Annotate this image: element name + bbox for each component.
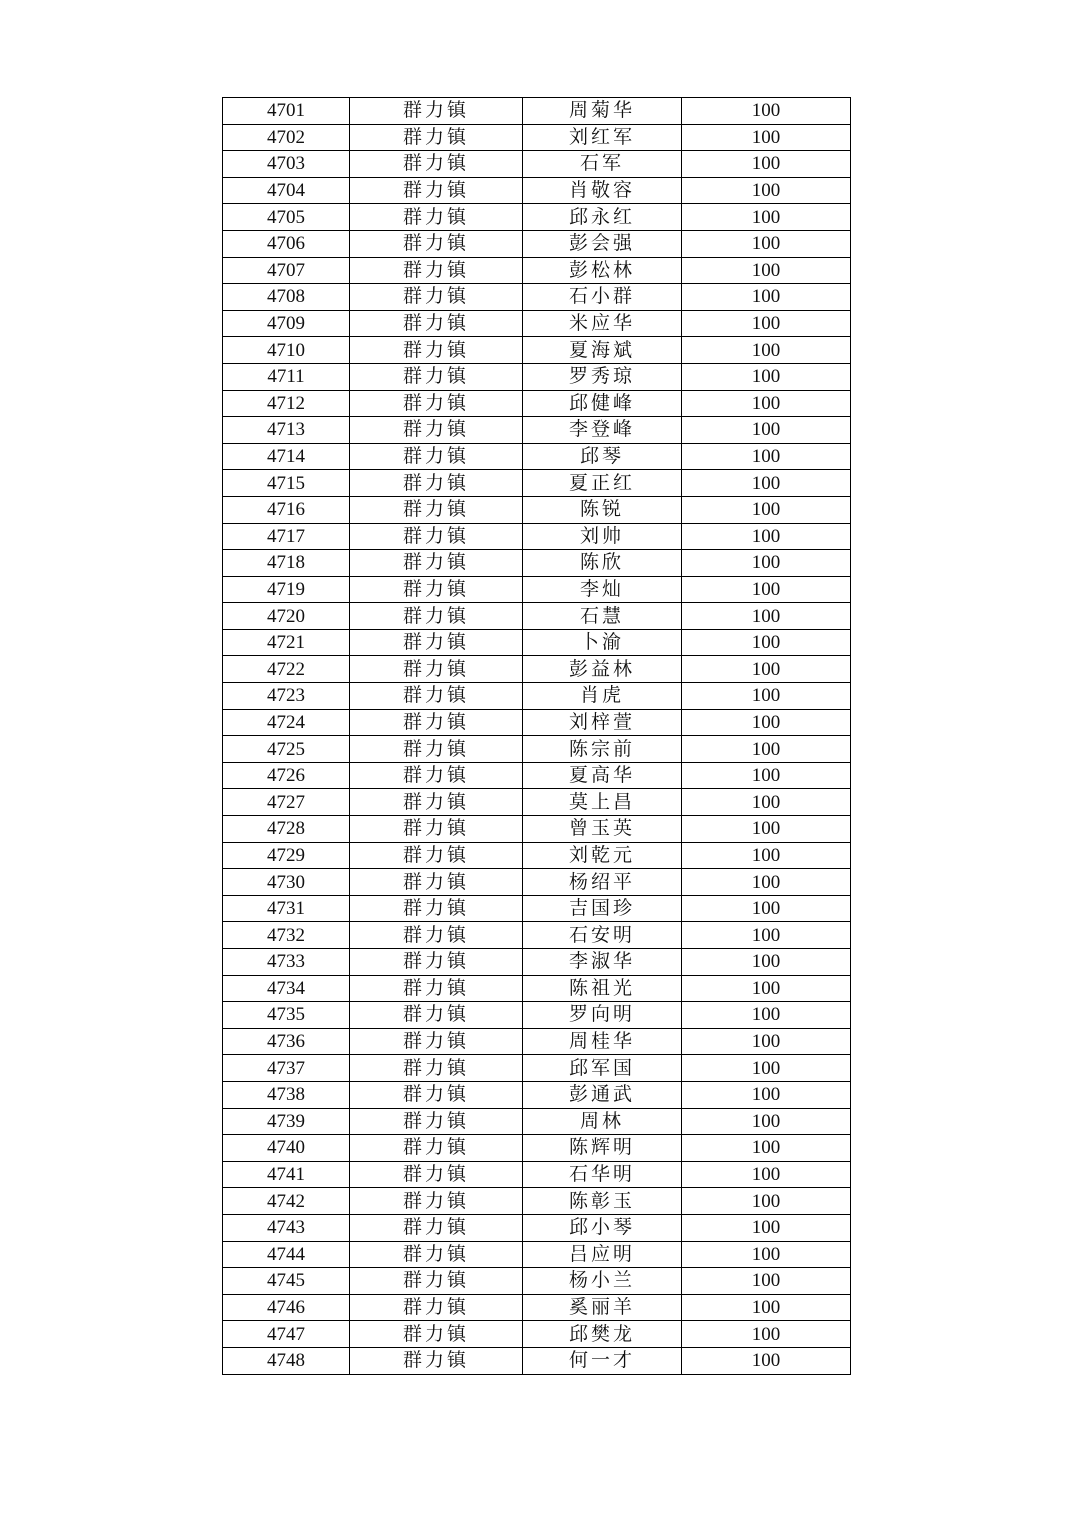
town-cell: 群力镇 (350, 1028, 523, 1055)
table-row (223, 98, 851, 125)
person-name-cell: 何一才 (523, 1347, 682, 1374)
table-row (223, 603, 851, 630)
amount-cell: 100 (682, 629, 851, 656)
amount-cell: 100 (682, 151, 851, 178)
town-cell: 群力镇 (350, 656, 523, 683)
town-cell: 群力镇 (350, 1214, 523, 1241)
serial-number-cell: 4748 (223, 1347, 350, 1374)
person-name-cell: 彭松林 (523, 257, 682, 284)
person-name-cell: 石小群 (523, 284, 682, 311)
amount-cell: 100 (682, 177, 851, 204)
table-row (223, 1108, 851, 1135)
person-name-cell: 李灿 (523, 576, 682, 603)
table-row (223, 1347, 851, 1374)
serial-number-cell: 4743 (223, 1214, 350, 1241)
town-cell: 群力镇 (350, 390, 523, 417)
town-cell: 群力镇 (350, 922, 523, 949)
table-row (223, 576, 851, 603)
town-cell: 群力镇 (350, 842, 523, 869)
town-cell: 群力镇 (350, 1161, 523, 1188)
amount-cell: 100 (682, 1081, 851, 1108)
serial-number-cell: 4741 (223, 1161, 350, 1188)
person-name-cell: 夏正红 (523, 470, 682, 497)
table-row (223, 151, 851, 178)
amount-cell: 100 (682, 975, 851, 1002)
town-cell: 群力镇 (350, 789, 523, 816)
amount-cell: 100 (682, 1188, 851, 1215)
table-row (223, 1135, 851, 1162)
serial-number-cell: 4745 (223, 1268, 350, 1295)
town-cell: 群力镇 (350, 1002, 523, 1029)
serial-number-cell: 4727 (223, 789, 350, 816)
person-name-cell: 陈欣 (523, 550, 682, 577)
town-cell: 群力镇 (350, 310, 523, 337)
serial-number-cell: 4708 (223, 284, 350, 311)
serial-number-cell: 4732 (223, 922, 350, 949)
serial-number-cell: 4703 (223, 151, 350, 178)
town-cell: 群力镇 (350, 816, 523, 843)
amount-cell: 100 (682, 390, 851, 417)
serial-number-cell: 4734 (223, 975, 350, 1002)
serial-number-cell: 4716 (223, 496, 350, 523)
amount-cell: 100 (682, 284, 851, 311)
town-cell: 群力镇 (350, 1321, 523, 1348)
serial-number-cell: 4718 (223, 550, 350, 577)
person-name-cell: 罗秀琼 (523, 363, 682, 390)
table-row (223, 1188, 851, 1215)
town-cell: 群力镇 (350, 257, 523, 284)
town-cell: 群力镇 (350, 736, 523, 763)
amount-cell: 100 (682, 1268, 851, 1295)
person-name-cell: 邱琴 (523, 443, 682, 470)
serial-number-cell: 4709 (223, 310, 350, 337)
person-name-cell: 杨绍平 (523, 869, 682, 896)
table-row (223, 762, 851, 789)
town-cell: 群力镇 (350, 1241, 523, 1268)
town-cell: 群力镇 (350, 470, 523, 497)
amount-cell: 100 (682, 98, 851, 125)
person-name-cell: 邱永红 (523, 204, 682, 231)
person-name-cell: 陈锐 (523, 496, 682, 523)
serial-number-cell: 4728 (223, 816, 350, 843)
serial-number-cell: 4731 (223, 895, 350, 922)
table-row (223, 470, 851, 497)
serial-number-cell: 4705 (223, 204, 350, 231)
town-cell: 群力镇 (350, 443, 523, 470)
person-name-cell: 石军 (523, 151, 682, 178)
serial-number-cell: 4744 (223, 1241, 350, 1268)
person-name-cell: 彭会强 (523, 230, 682, 257)
table-row (223, 1214, 851, 1241)
table-row (223, 1161, 851, 1188)
person-name-cell: 陈祖光 (523, 975, 682, 1002)
person-name-cell: 邱健峰 (523, 390, 682, 417)
person-name-cell: 卜渝 (523, 629, 682, 656)
table-row (223, 656, 851, 683)
table-row (223, 443, 851, 470)
person-name-cell: 吉国珍 (523, 895, 682, 922)
amount-cell: 100 (682, 1347, 851, 1374)
table-row (223, 390, 851, 417)
town-cell: 群力镇 (350, 683, 523, 710)
person-name-cell: 周菊华 (523, 98, 682, 125)
amount-cell: 100 (682, 310, 851, 337)
amount-cell: 100 (682, 816, 851, 843)
amount-cell: 100 (682, 789, 851, 816)
table-row (223, 1241, 851, 1268)
serial-number-cell: 4740 (223, 1135, 350, 1162)
amount-cell: 100 (682, 603, 851, 630)
serial-number-cell: 4723 (223, 683, 350, 710)
amount-cell: 100 (682, 1321, 851, 1348)
table-row (223, 1055, 851, 1082)
person-name-cell: 邱小琴 (523, 1214, 682, 1241)
person-name-cell: 陈辉明 (523, 1135, 682, 1162)
amount-cell: 100 (682, 895, 851, 922)
amount-cell: 100 (682, 417, 851, 444)
amount-cell: 100 (682, 1294, 851, 1321)
table-row (223, 683, 851, 710)
person-name-cell: 石华明 (523, 1161, 682, 1188)
person-name-cell: 邱军国 (523, 1055, 682, 1082)
table-row (223, 1321, 851, 1348)
person-name-cell: 陈宗前 (523, 736, 682, 763)
table-row (223, 124, 851, 151)
town-cell: 群力镇 (350, 550, 523, 577)
town-cell: 群力镇 (350, 230, 523, 257)
person-name-cell: 夏高华 (523, 762, 682, 789)
amount-cell: 100 (682, 576, 851, 603)
table-row (223, 363, 851, 390)
person-name-cell: 刘梓萱 (523, 709, 682, 736)
town-cell: 群力镇 (350, 1135, 523, 1162)
town-cell: 群力镇 (350, 496, 523, 523)
serial-number-cell: 4707 (223, 257, 350, 284)
table-row (223, 417, 851, 444)
town-cell: 群力镇 (350, 204, 523, 231)
town-cell: 群力镇 (350, 1081, 523, 1108)
table-row (223, 949, 851, 976)
person-name-cell: 吕应明 (523, 1241, 682, 1268)
table-row (223, 204, 851, 231)
town-cell: 群力镇 (350, 975, 523, 1002)
town-cell: 群力镇 (350, 124, 523, 151)
table-row (223, 1081, 851, 1108)
serial-number-cell: 4722 (223, 656, 350, 683)
table-row (223, 1268, 851, 1295)
person-name-cell: 杨小兰 (523, 1268, 682, 1295)
town-cell: 群力镇 (350, 284, 523, 311)
amount-cell: 100 (682, 1002, 851, 1029)
amount-cell: 100 (682, 1135, 851, 1162)
serial-number-cell: 4738 (223, 1081, 350, 1108)
town-cell: 群力镇 (350, 949, 523, 976)
town-cell: 群力镇 (350, 1108, 523, 1135)
town-cell: 群力镇 (350, 1347, 523, 1374)
town-cell: 群力镇 (350, 98, 523, 125)
serial-number-cell: 4706 (223, 230, 350, 257)
table-row (223, 975, 851, 1002)
amount-cell: 100 (682, 869, 851, 896)
serial-number-cell: 4712 (223, 390, 350, 417)
person-name-cell: 刘红军 (523, 124, 682, 151)
amount-cell: 100 (682, 257, 851, 284)
table-row (223, 922, 851, 949)
amount-cell: 100 (682, 1214, 851, 1241)
person-name-cell: 石慧 (523, 603, 682, 630)
table-row (223, 284, 851, 311)
serial-number-cell: 4721 (223, 629, 350, 656)
amount-cell: 100 (682, 1241, 851, 1268)
serial-number-cell: 4735 (223, 1002, 350, 1029)
town-cell: 群力镇 (350, 523, 523, 550)
person-name-cell: 肖虎 (523, 683, 682, 710)
serial-number-cell: 4724 (223, 709, 350, 736)
town-cell: 群力镇 (350, 869, 523, 896)
town-cell: 群力镇 (350, 603, 523, 630)
serial-number-cell: 4719 (223, 576, 350, 603)
serial-number-cell: 4737 (223, 1055, 350, 1082)
table-row (223, 1028, 851, 1055)
table-row (223, 895, 851, 922)
table-row (223, 337, 851, 364)
amount-cell: 100 (682, 1028, 851, 1055)
town-cell: 群力镇 (350, 762, 523, 789)
serial-number-cell: 4742 (223, 1188, 350, 1215)
serial-number-cell: 4713 (223, 417, 350, 444)
person-name-cell: 夏海斌 (523, 337, 682, 364)
serial-number-cell: 4711 (223, 363, 350, 390)
table-row (223, 550, 851, 577)
table-row (223, 869, 851, 896)
serial-number-cell: 4714 (223, 443, 350, 470)
table-row (223, 842, 851, 869)
amount-cell: 100 (682, 762, 851, 789)
serial-number-cell: 4746 (223, 1294, 350, 1321)
serial-number-cell: 4736 (223, 1028, 350, 1055)
table-row (223, 736, 851, 763)
amount-cell: 100 (682, 496, 851, 523)
amount-cell: 100 (682, 363, 851, 390)
person-name-cell: 陈彰玉 (523, 1188, 682, 1215)
serial-number-cell: 4717 (223, 523, 350, 550)
serial-number-cell: 4733 (223, 949, 350, 976)
table-row (223, 1294, 851, 1321)
town-cell: 群力镇 (350, 1188, 523, 1215)
town-cell: 群力镇 (350, 417, 523, 444)
amount-cell: 100 (682, 683, 851, 710)
town-cell: 群力镇 (350, 177, 523, 204)
person-name-cell: 周林 (523, 1108, 682, 1135)
person-name-cell: 周桂华 (523, 1028, 682, 1055)
person-name-cell: 刘帅 (523, 523, 682, 550)
serial-number-cell: 4730 (223, 869, 350, 896)
roster-table-body (223, 98, 851, 1375)
serial-number-cell: 4715 (223, 470, 350, 497)
amount-cell: 100 (682, 230, 851, 257)
table-row (223, 816, 851, 843)
person-name-cell: 奚丽羊 (523, 1294, 682, 1321)
serial-number-cell: 4725 (223, 736, 350, 763)
town-cell: 群力镇 (350, 709, 523, 736)
amount-cell: 100 (682, 842, 851, 869)
amount-cell: 100 (682, 523, 851, 550)
town-cell: 群力镇 (350, 1294, 523, 1321)
serial-number-cell: 4701 (223, 98, 350, 125)
amount-cell: 100 (682, 550, 851, 577)
table-row (223, 230, 851, 257)
serial-number-cell: 4726 (223, 762, 350, 789)
amount-cell: 100 (682, 443, 851, 470)
table-row (223, 177, 851, 204)
person-name-cell: 肖敬容 (523, 177, 682, 204)
amount-cell: 100 (682, 1108, 851, 1135)
town-cell: 群力镇 (350, 1268, 523, 1295)
table-row (223, 310, 851, 337)
amount-cell: 100 (682, 1161, 851, 1188)
serial-number-cell: 4710 (223, 337, 350, 364)
town-cell: 群力镇 (350, 576, 523, 603)
town-cell: 群力镇 (350, 151, 523, 178)
amount-cell: 100 (682, 470, 851, 497)
amount-cell: 100 (682, 709, 851, 736)
person-name-cell: 李登峰 (523, 417, 682, 444)
person-name-cell: 曾玉英 (523, 816, 682, 843)
person-name-cell: 莫上昌 (523, 789, 682, 816)
serial-number-cell: 4747 (223, 1321, 350, 1348)
person-name-cell: 石安明 (523, 922, 682, 949)
table-row (223, 709, 851, 736)
table-row (223, 1002, 851, 1029)
amount-cell: 100 (682, 337, 851, 364)
amount-cell: 100 (682, 124, 851, 151)
amount-cell: 100 (682, 204, 851, 231)
person-name-cell: 刘乾元 (523, 842, 682, 869)
town-cell: 群力镇 (350, 629, 523, 656)
town-cell: 群力镇 (350, 363, 523, 390)
amount-cell: 100 (682, 922, 851, 949)
serial-number-cell: 4704 (223, 177, 350, 204)
amount-cell: 100 (682, 656, 851, 683)
table-row (223, 523, 851, 550)
table-row (223, 257, 851, 284)
table-row (223, 789, 851, 816)
person-name-cell: 李淑华 (523, 949, 682, 976)
person-name-cell: 邱樊龙 (523, 1321, 682, 1348)
serial-number-cell: 4720 (223, 603, 350, 630)
amount-cell: 100 (682, 949, 851, 976)
town-cell: 群力镇 (350, 895, 523, 922)
town-cell: 群力镇 (350, 1055, 523, 1082)
amount-cell: 100 (682, 1055, 851, 1082)
person-name-cell: 罗向明 (523, 1002, 682, 1029)
town-cell: 群力镇 (350, 337, 523, 364)
table-row (223, 496, 851, 523)
serial-number-cell: 4739 (223, 1108, 350, 1135)
roster-table (222, 97, 851, 1375)
person-name-cell: 彭益林 (523, 656, 682, 683)
person-name-cell: 彭通武 (523, 1081, 682, 1108)
serial-number-cell: 4729 (223, 842, 350, 869)
amount-cell: 100 (682, 736, 851, 763)
table-row (223, 629, 851, 656)
serial-number-cell: 4702 (223, 124, 350, 151)
person-name-cell: 米应华 (523, 310, 682, 337)
